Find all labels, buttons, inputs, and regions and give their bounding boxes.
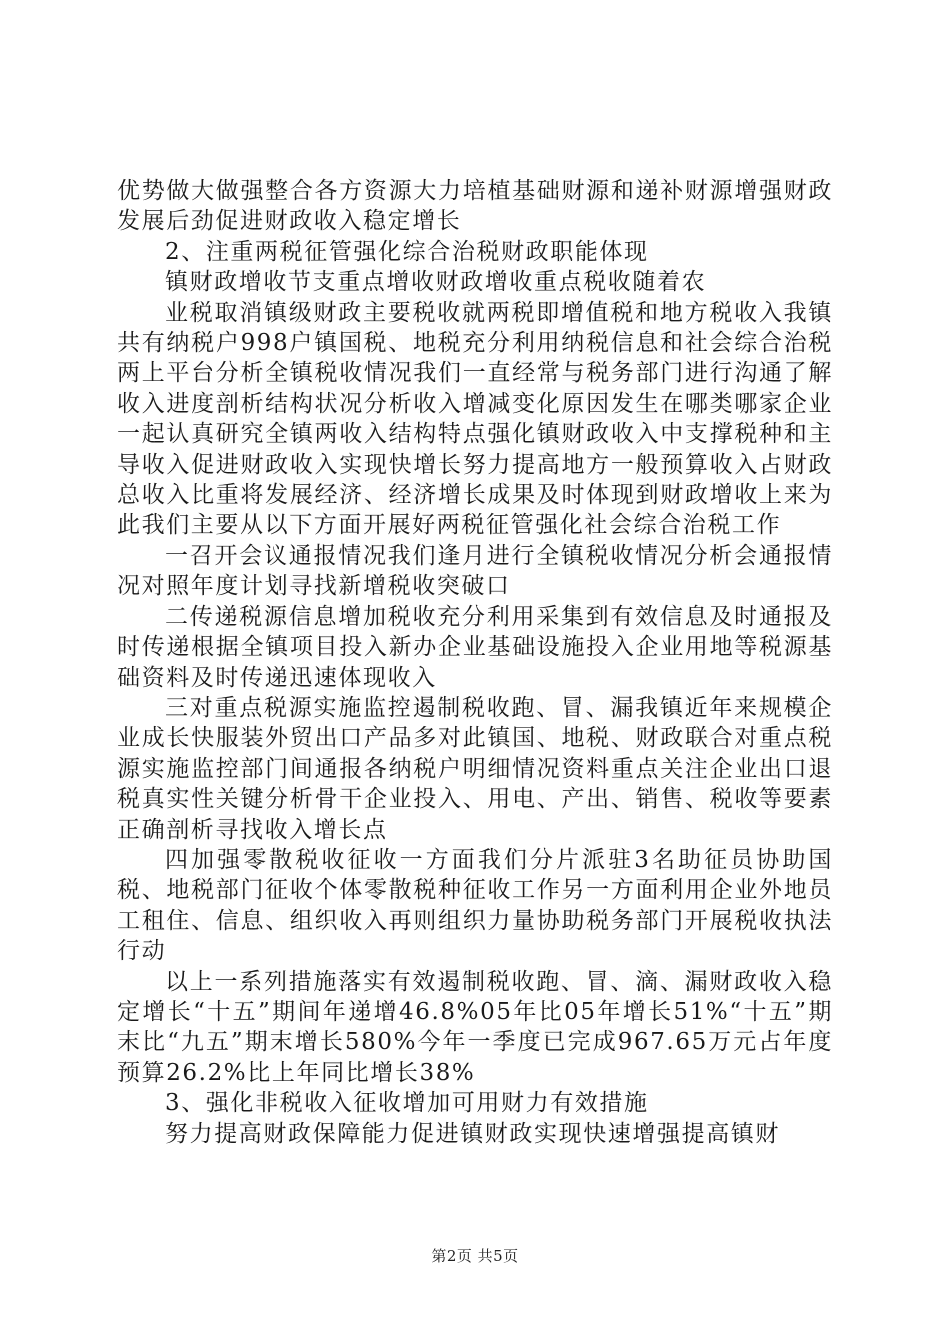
paragraph: 一召开会议通报情况我们逢月进行全镇税收情况分析会通报情况对照年度计划寻找新增税收突破口: [117, 542, 833, 600]
paragraph: 努力提高财政保障能力促进镇财政实现快速增强提高镇财: [165, 1120, 780, 1147]
section-heading: 2、注重两税征管强化综合治税财政职能体现: [165, 238, 649, 265]
paragraph: 业税取消镇级财政主要税收就两税即增值税和地方税收入我镇共有纳税户998户镇国税、地税充分利用纳税信息和社会综合治税两上平台分析全镇税收情况我们一直经常与税务部门进行沟通了解收入进度剖析结构状况分析收入增减变化原因发生在哪类哪家企业一起认真研究全镇两收入结构特点强化镇财政收入中支撑税种和主导收入促进财政收入实现快增长努力提高地方一般预算收入占财政总收入比重将发展经济、经济增长成果及时体现到财政增收上来为此我们主要从以下方面开展好两税征管强化社会综合治税工作: [117, 299, 833, 539]
paragraph: 镇财政增收节支重点增收财政增收重点税收随着农: [165, 269, 707, 296]
paragraph: 四加强零散税收征收一方面我们分片派驻3名助征员协助国税、地税部门征收个体零散税种征收工作另一方面利用企业外地员工租住、信息、组织收入再则组织力量协助税务部门开展税收执法行动: [117, 846, 833, 965]
paragraph: 三对重点税源实施监控遏制税收跑、冒、漏我镇近年来规模企业成长快服装外贸出口产品多对此镇国、地税、财政联合对重点税源实施监控部门间通报各纳税户明细情况资料重点关注企业出口退税真实性关键分析骨干企业投入、用电、产出、销售、税收等要素正确剖析寻找收入增长点: [117, 694, 833, 843]
paragraph: 优势做大做强整合各方资源大力培植基础财源和递补财源增强财政发展后劲促进财政收入稳定增长: [117, 178, 833, 235]
page-number-footer: 第2页 共5页: [431, 1247, 519, 1265]
paragraph: 二传递税源信息增加税收充分利用采集到有效信息及时通报及时传递根据全镇项目投入新办企业基础设施投入企业用地等税源基础资料及时传递迅速体现收入: [117, 603, 833, 691]
document-body: [117, 176, 833, 1149]
paragraph: 以上一系列措施落实有效遏制税收跑、冒、滴、漏财政收入稳定增长“十五”期间年递增46.8%05年比05年增长51%“十五”期末比“九五”期末增长580%今年一季度已完成967.65万元占年度预算26.2%比上年同比增长38%: [117, 968, 833, 1086]
section-heading: 3、强化非税收入征收增加可用财力有效措施: [165, 1090, 649, 1117]
